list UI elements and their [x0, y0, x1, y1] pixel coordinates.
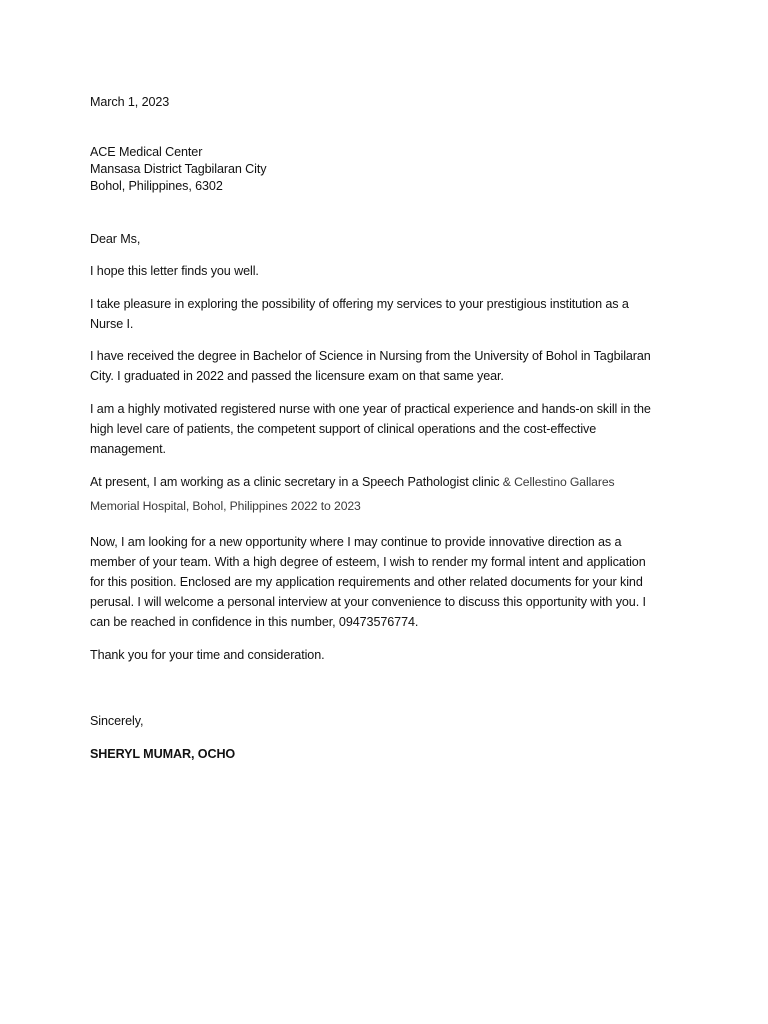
paragraph-intent	[90, 294, 690, 334]
recipient-address	[90, 142, 690, 196]
paragraph-line	[90, 471, 690, 493]
paragraph-line: Memorial Hospital, Bohol, Philippines 2022 to 2023	[90, 499, 361, 513]
paragraph-line: Nurse I.	[90, 317, 134, 331]
recipient-line-1: ACE Medical Center	[90, 145, 203, 159]
paragraph-line: can be reached in confidence in this number, 09473576774.	[90, 615, 419, 629]
recipient-line-3: Bohol, Philippines, 6302	[90, 179, 223, 193]
signature-name: SHERYL MUMAR, OCHO	[90, 747, 236, 761]
paragraph-greeting: I hope this letter finds you well.	[90, 264, 259, 278]
paragraph-line: perusal. I will welcome a personal interview at your convenience to discuss this opportunity with you. I	[90, 595, 646, 609]
paragraph-line: for this position. Enclosed are my application requirements and other related documents for your kind	[90, 575, 643, 589]
salutation: Dear Ms,	[90, 232, 141, 246]
paragraph-segment: At present, I am working as a clinic secretary in a Speech Pathologist clinic	[90, 475, 500, 489]
paragraph-line: I take pleasure in exploring the possibility of offering my services to your prestigious institution as a	[90, 297, 629, 311]
paragraph-line: I am a highly motivated registered nurse with one year of practical experience and hands-on skill in the	[90, 402, 651, 416]
paragraph-current-work	[90, 471, 690, 517]
paragraph-line: Now, I am looking for a new opportunity where I may continue to provide innovative direction as a	[90, 535, 622, 549]
paragraph-line: member of your team. With a high degree of esteem, I wish to render my formal intent and application	[90, 555, 646, 569]
paragraph-segment: & Cellestino Gallares	[499, 475, 615, 489]
paragraph-line: I have received the degree in Bachelor of Science in Nursing from the University of Bohol in Tagbilaran	[90, 349, 651, 363]
paragraph-opportunity	[90, 532, 690, 632]
closing: Sincerely,	[90, 714, 144, 728]
paragraph-education	[90, 346, 690, 386]
recipient-line-2: Mansasa District Tagbilaran City	[90, 162, 267, 176]
paragraph-line: City. I graduated in 2022 and passed the licensure exam on that same year.	[90, 369, 504, 383]
paragraph-line: management.	[90, 442, 166, 456]
paragraph-experience	[90, 399, 690, 459]
paragraph-thanks: Thank you for your time and consideration.	[90, 648, 325, 662]
letter-date: March 1, 2023	[90, 95, 170, 109]
paragraph-line: high level care of patients, the competent support of clinical operations and the cost-effective	[90, 422, 597, 436]
